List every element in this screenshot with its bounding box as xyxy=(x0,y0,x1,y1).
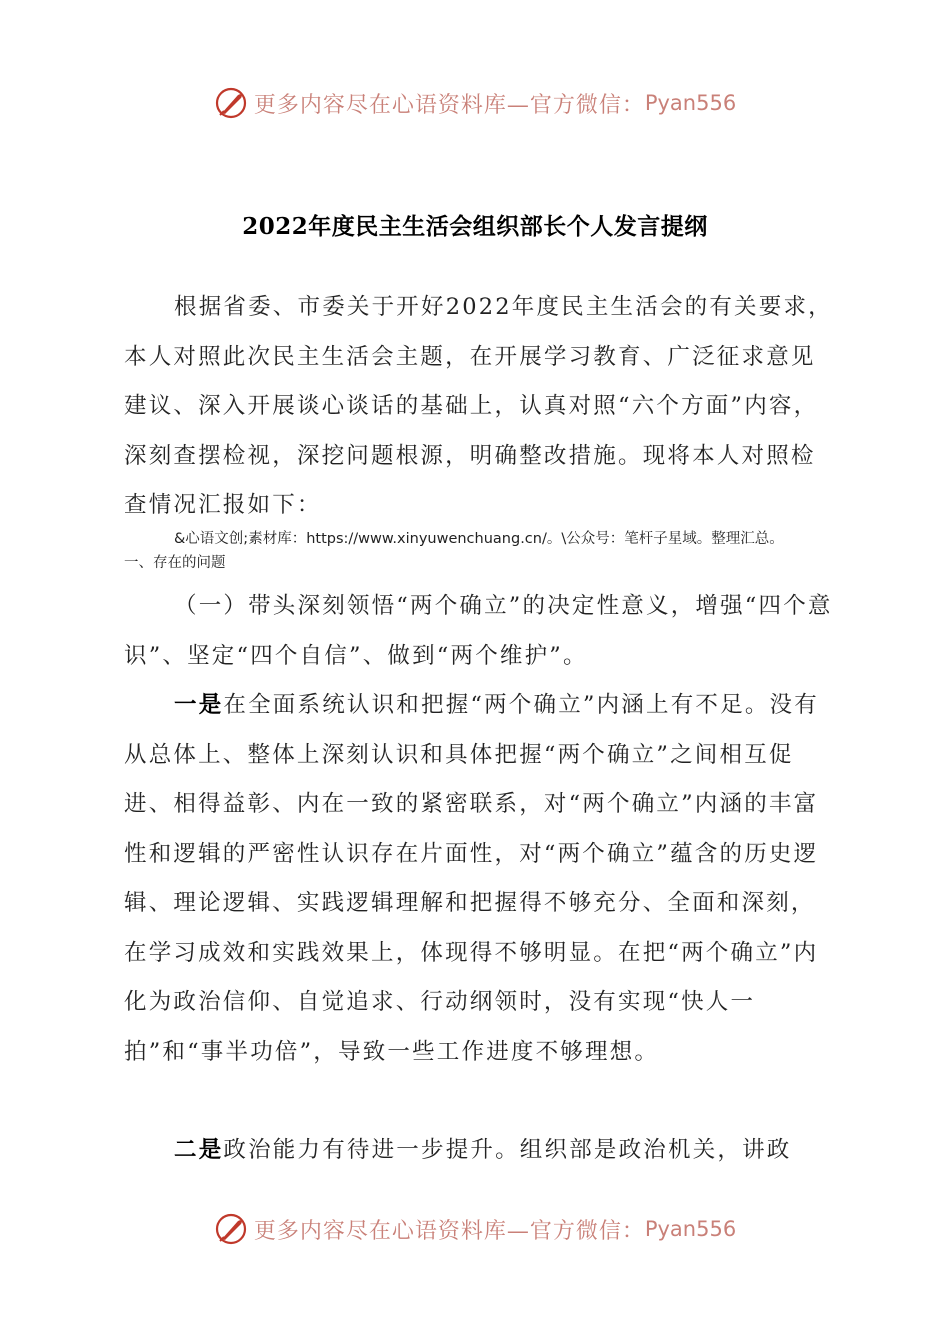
quill-pen-logo-icon xyxy=(214,86,248,120)
intro-paragraph xyxy=(124,283,836,531)
point-two-text: 政治能力有待进一步提升。组织部是政治机关，讲政 xyxy=(223,1137,792,1163)
footer-watermark-banner xyxy=(0,1204,950,1254)
intro-text: 根据省委、市委关于开好2022年度民主生活会的有关要求，本人对照此次民主生活会主题，在开展学习教育、广泛征求意见建议、深入开展谈心谈话的基础上，认真对照“六个方面”内容，深刻查摆检视，深挖问题根源，明确整改措施。现将本人对照检查情况汇报如下： xyxy=(124,294,833,518)
banner-wechat-id: Pyan556 xyxy=(644,91,737,115)
subsection-heading xyxy=(124,582,836,681)
document-title: 2022年度民主生活会组织部长个人发言提纲 xyxy=(242,213,708,240)
banner-text: 更多内容尽在心语资料库—官方微信： xyxy=(253,92,645,118)
section-heading: 一、存在的问题 xyxy=(124,555,226,571)
point-one-lead: 一是 xyxy=(174,692,224,718)
banner-wechat-id: Pyan556 xyxy=(644,1217,737,1241)
point-one-paragraph xyxy=(124,681,836,1077)
point-two-lead: 二是 xyxy=(174,1137,224,1163)
source-note: &心语文创;素材库：https://www.xinyuwenchuang.cn/。\公众号：笔杆子星域。整理汇总。 xyxy=(174,531,784,547)
subsection-text: （一）带头深刻领悟“两个确立”的决定性意义，增强“四个意识”、坚定“四个自信”、做到“两个维护”。 xyxy=(124,593,833,669)
point-one-text: 在全面系统认识和把握“两个确立”内涵上有不足。没有从总体上、整体上深刻认识和具体把握“两个确立”之间相互促进、相得益彰、内在一致的紧密联系，对“两个确立”内涵的丰富性和逻辑的严密性认识存在片面性，对“两个确立”蕴含的历史逻辑、理论逻辑、实践逻辑理解和把握得不够充分、全面和深刻，在学习成效和实践效果上，体现得不够明显。在把“两个确立”内化为政治信仰、自觉追求、行动纲领时，没有实现“快人一拍”和“事半功倍”，导致一些工作进度不够理想。 xyxy=(124,692,819,1065)
header-watermark-banner xyxy=(0,78,950,128)
point-two-paragraph xyxy=(124,1126,836,1176)
banner-text: 更多内容尽在心语资料库—官方微信： xyxy=(253,1218,645,1244)
quill-pen-logo-icon xyxy=(214,1212,248,1246)
